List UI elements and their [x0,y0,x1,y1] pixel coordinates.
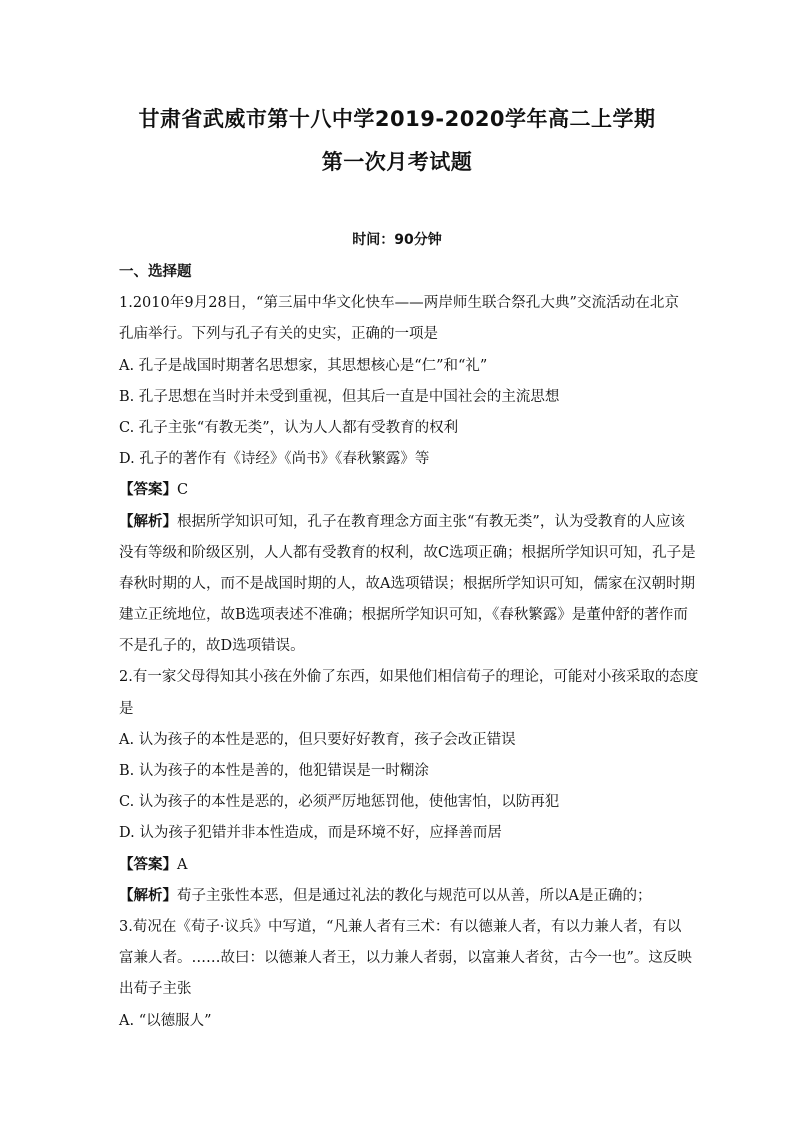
q1-option-a: A. 孔子是战国时期著名思想家，其思想核心是“仁”和“礼” [119,357,488,374]
section-heading: 一、选择题 [119,264,192,280]
q2-answer [119,850,679,881]
answer-value: C [177,482,189,499]
analysis-tag: 【解析】 [119,887,177,904]
q1-analysis: 春秋时期的人，而不是战国时期的人，故A选项错误；根据所学知识可知，儒家在汉朝时期 [119,575,695,592]
analysis-text: 荀子主张性本恶，但是通过礼法的教化与规范可以从善，所以A是正确的； [177,887,652,904]
q2-option-d: D. 认为孩子犯错并非本性造成，而是环境不好，应择善而居 [119,825,502,842]
q3-stem: 出荀子主张 [119,981,192,998]
q2-stem: 2.有一家父母得知其小孩在外偷了东西，如果他们相信荀子的理论，可能对小孩采取的态度 [119,669,699,686]
analysis-text: 根据所学知识可知，孔子在教育理念方面主张“有教无类”，认为受教育的人应该 [177,513,685,530]
q3-option-a: A. “以德服人” [119,1012,212,1029]
q1-option-d: D. 孔子的著作有《诗经》《尚书》《春秋繁露》等 [119,451,430,468]
q1-analysis: 没有等级和阶级区别，人人都有受教育的权利，故C选项正确；根据所学知识可知，孔子是 [119,544,696,561]
answer-tag: 【答案】 [119,482,177,499]
q2-stem: 是 [119,700,134,717]
q1-answer [119,475,679,506]
q1-option-c: C. 孔子主张“有教无类”，认为人人都有受教育的权利 [119,419,459,436]
exam-time: 时间：90分钟 [352,232,442,248]
q3-stem: 3.荀况在《荀子·议兵》中写道，“凡兼人者有三术：有以德兼人者，有以力兼人者，有以 [119,918,682,935]
analysis-tag: 【解析】 [119,513,177,530]
q2-option-c: C. 认为孩子的本性是恶的，必须严厉地惩罚他，使他害怕，以防再犯 [119,794,560,811]
q2-option-b: B. 认为孩子的本性是善的，他犯错误是一时糊涂 [119,763,429,779]
q1-analysis: 不是孔子的，故D选项错误。 [119,638,305,655]
q1-stem: 孔庙举行。下列与孔子有关的史实，正确的一项是 [119,326,438,343]
page-title: 甘肃省武威市第十八中学2019-2020学年高二上学期 [138,107,656,131]
q2-option-a: A. 认为孩子的本性是恶的，但只要好好教育，孩子会改正错误 [119,731,516,748]
page-subtitle: 第一次月考试题 [321,150,473,174]
q1-analysis [119,507,685,538]
answer-tag: 【答案】 [119,856,177,873]
q1-analysis: 建立正统地位，故B选项表述不准确；根据所学知识可知，《春秋繁露》是董仲舒的著作而 [119,607,688,624]
answer-value: A [177,856,188,873]
q1-option-b: B. 孔子思想在当时并未受到重视，但其后一直是中国社会的主流思想 [119,388,560,405]
q2-analysis [119,881,679,912]
q1-stem: 1.2010年9月28日，“第三届中华文化快车——两岸师生联合祭孔大典”交流活动在北京 [119,295,679,312]
q3-stem: 富兼人者。……故曰：以德兼人者王，以力兼人者弱，以富兼人者贫，古今一也”。这反映 [119,950,692,967]
exam-content [119,257,699,1037]
